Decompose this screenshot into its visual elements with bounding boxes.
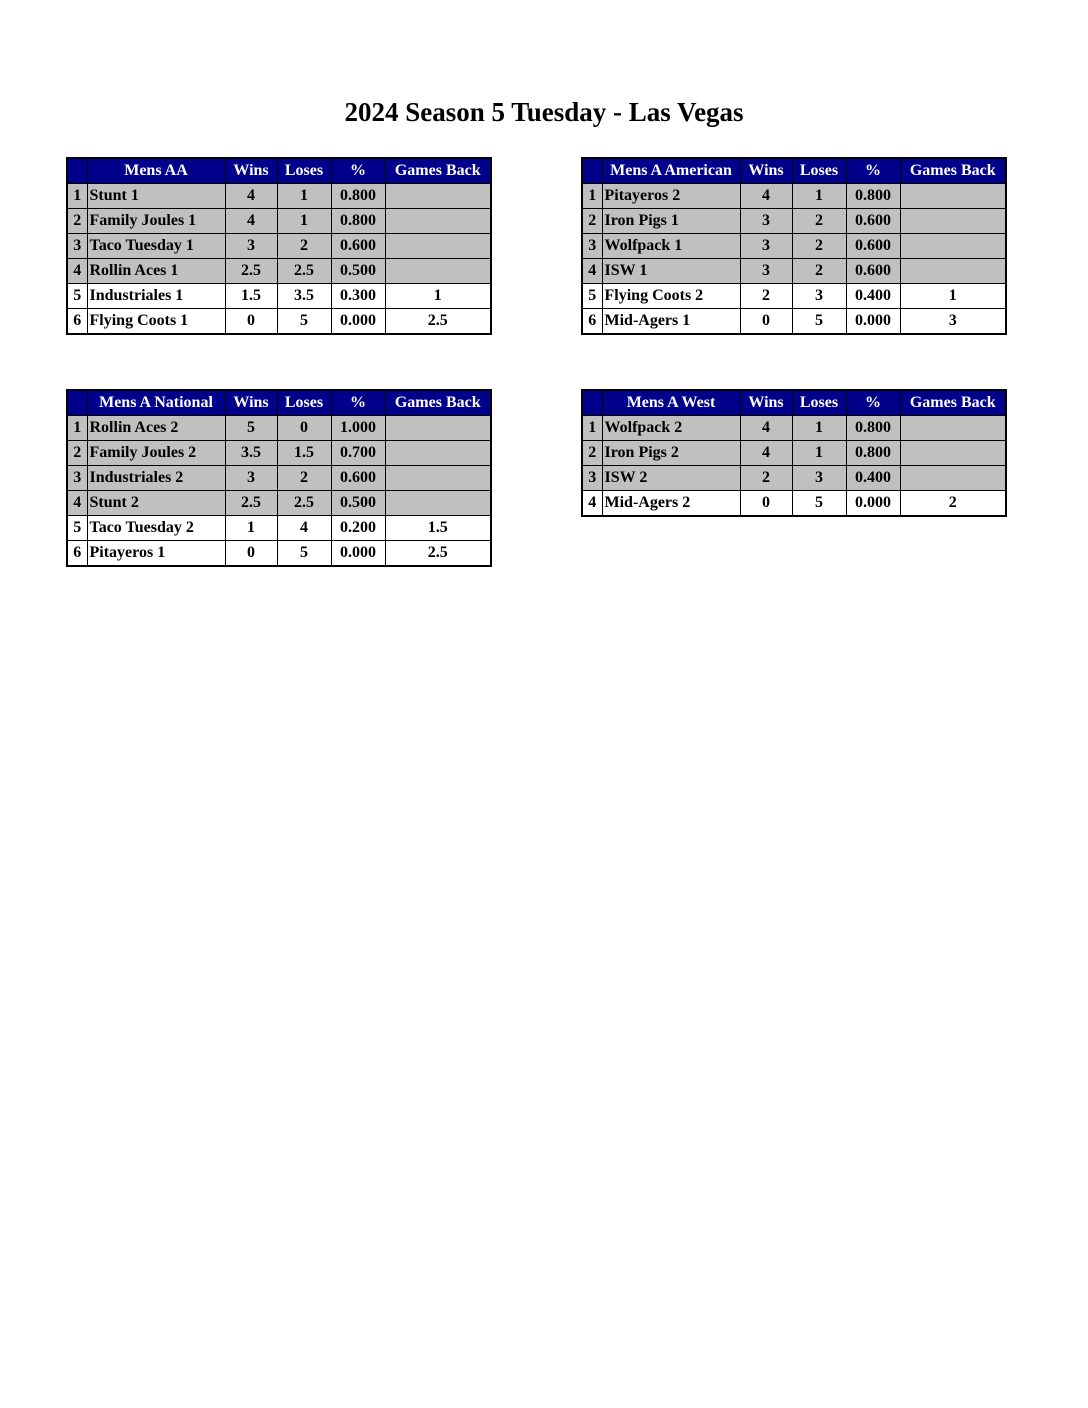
- wins-cell: 3: [740, 234, 792, 259]
- table-row: [582, 466, 1006, 491]
- division-name: Mens A West: [602, 390, 740, 416]
- games-back-header: Games Back: [900, 390, 1006, 416]
- rank-cell: 3: [67, 234, 87, 259]
- wins-cell: 2: [740, 284, 792, 309]
- table-row: [582, 416, 1006, 441]
- table-row: [582, 491, 1006, 517]
- division-name: Mens A National: [87, 390, 225, 416]
- table-row: [582, 259, 1006, 284]
- team-name-cell: ISW 2: [602, 466, 740, 491]
- wins-cell: 2.5: [225, 259, 277, 284]
- table-row: [582, 209, 1006, 234]
- rank-cell: 1: [582, 416, 602, 441]
- pct-header: %: [846, 158, 900, 184]
- wins-cell: 3: [740, 259, 792, 284]
- pct-cell: 0.600: [846, 259, 900, 284]
- table-row: [67, 284, 491, 309]
- pct-header: %: [331, 390, 385, 416]
- pct-cell: 0.000: [846, 491, 900, 517]
- division-name: Mens AA: [87, 158, 225, 184]
- pct-cell: 0.000: [846, 309, 900, 335]
- pct-cell: 0.700: [331, 441, 385, 466]
- standings-table-mens-aa: [66, 157, 492, 335]
- team-name-cell: Flying Coots 2: [602, 284, 740, 309]
- pct-cell: 0.600: [846, 234, 900, 259]
- wins-cell: 0: [740, 491, 792, 517]
- rank-cell: 2: [67, 441, 87, 466]
- games-back-header: Games Back: [385, 390, 491, 416]
- header-row: [582, 158, 1006, 184]
- loses-cell: 0: [277, 416, 331, 441]
- wins-cell: 4: [740, 184, 792, 209]
- table-row: [582, 234, 1006, 259]
- header-row: [67, 390, 491, 416]
- pct-cell: 0.800: [331, 209, 385, 234]
- loses-cell: 1: [277, 209, 331, 234]
- pct-cell: 0.000: [331, 309, 385, 335]
- rank-cell: 5: [67, 516, 87, 541]
- pct-cell: 0.600: [846, 209, 900, 234]
- wins-cell: 3.5: [225, 441, 277, 466]
- team-name-cell: Flying Coots 1: [87, 309, 225, 335]
- team-name-cell: Rollin Aces 1: [87, 259, 225, 284]
- wins-cell: 3: [225, 466, 277, 491]
- table-row: [582, 309, 1006, 335]
- team-name-cell: Industriales 2: [87, 466, 225, 491]
- table-row: [67, 309, 491, 335]
- wins-cell: 4: [740, 441, 792, 466]
- wins-header: Wins: [740, 390, 792, 416]
- table-row: [67, 441, 491, 466]
- team-name-cell: Iron Pigs 1: [602, 209, 740, 234]
- wins-cell: 5: [225, 416, 277, 441]
- games-back-cell: [900, 209, 1006, 234]
- pct-cell: 0.600: [331, 466, 385, 491]
- wins-cell: 2.5: [225, 491, 277, 516]
- table-row: [67, 184, 491, 209]
- table-row: [67, 466, 491, 491]
- games-back-cell: 1.5: [385, 516, 491, 541]
- loses-header: Loses: [277, 390, 331, 416]
- loses-cell: 2: [792, 209, 846, 234]
- table-row: [67, 516, 491, 541]
- games-back-cell: 2.5: [385, 309, 491, 335]
- loses-cell: 2: [792, 259, 846, 284]
- games-back-cell: 3: [900, 309, 1006, 335]
- rank-cell: 4: [582, 491, 602, 517]
- loses-cell: 1.5: [277, 441, 331, 466]
- loses-cell: 1: [792, 416, 846, 441]
- games-back-cell: 1: [900, 284, 1006, 309]
- loses-cell: 2.5: [277, 491, 331, 516]
- games-back-cell: [385, 441, 491, 466]
- pct-cell: 0.400: [846, 284, 900, 309]
- games-back-cell: [385, 234, 491, 259]
- loses-cell: 5: [792, 491, 846, 517]
- wins-cell: 1: [225, 516, 277, 541]
- pct-cell: 0.800: [846, 184, 900, 209]
- loses-cell: 3: [792, 284, 846, 309]
- pct-cell: 0.400: [846, 466, 900, 491]
- pct-cell: 0.300: [331, 284, 385, 309]
- header-row: [67, 158, 491, 184]
- table-row: [67, 541, 491, 567]
- rank-cell: 6: [67, 309, 87, 335]
- standings-table-mens-a-american: [581, 157, 1007, 335]
- pct-cell: 0.800: [331, 184, 385, 209]
- rank-header: [582, 390, 602, 416]
- games-back-cell: [900, 466, 1006, 491]
- rank-cell: 1: [67, 184, 87, 209]
- rank-cell: 4: [582, 259, 602, 284]
- standings-table-mens-a-national: [66, 389, 492, 567]
- pct-cell: 0.000: [331, 541, 385, 567]
- wins-cell: 2: [740, 466, 792, 491]
- table-row: [582, 284, 1006, 309]
- pct-cell: 0.500: [331, 491, 385, 516]
- team-name-cell: Family Joules 2: [87, 441, 225, 466]
- wins-cell: 4: [740, 416, 792, 441]
- wins-header: Wins: [740, 158, 792, 184]
- standings-table-mens-a-west: [581, 389, 1007, 517]
- wins-cell: 3: [740, 209, 792, 234]
- games-back-cell: 2.5: [385, 541, 491, 567]
- team-name-cell: Family Joules 1: [87, 209, 225, 234]
- pct-cell: 0.200: [331, 516, 385, 541]
- games-back-cell: [385, 259, 491, 284]
- loses-cell: 1: [277, 184, 331, 209]
- loses-header: Loses: [792, 390, 846, 416]
- table-row: [67, 259, 491, 284]
- games-back-cell: [900, 184, 1006, 209]
- wins-cell: 0: [225, 309, 277, 335]
- loses-cell: 2: [277, 466, 331, 491]
- games-back-cell: 1: [385, 284, 491, 309]
- table-row: [582, 441, 1006, 466]
- loses-cell: 2.5: [277, 259, 331, 284]
- rank-cell: 5: [582, 284, 602, 309]
- loses-header: Loses: [277, 158, 331, 184]
- rank-cell: 3: [582, 466, 602, 491]
- division-name: Mens A American: [602, 158, 740, 184]
- games-back-cell: [385, 491, 491, 516]
- games-back-cell: [385, 184, 491, 209]
- table-row: [67, 234, 491, 259]
- pct-cell: 0.800: [846, 441, 900, 466]
- team-name-cell: Taco Tuesday 2: [87, 516, 225, 541]
- games-back-cell: 2: [900, 491, 1006, 517]
- rank-cell: 2: [582, 441, 602, 466]
- team-name-cell: Iron Pigs 2: [602, 441, 740, 466]
- team-name-cell: Mid-Agers 2: [602, 491, 740, 517]
- table-row: [582, 184, 1006, 209]
- loses-cell: 3.5: [277, 284, 331, 309]
- loses-header: Loses: [792, 158, 846, 184]
- rank-cell: 6: [582, 309, 602, 335]
- rank-cell: 2: [67, 209, 87, 234]
- rank-cell: 1: [582, 184, 602, 209]
- games-back-cell: [900, 441, 1006, 466]
- team-name-cell: Stunt 1: [87, 184, 225, 209]
- wins-header: Wins: [225, 158, 277, 184]
- wins-cell: 3: [225, 234, 277, 259]
- table-row: [67, 416, 491, 441]
- rank-cell: 1: [67, 416, 87, 441]
- team-name-cell: Rollin Aces 2: [87, 416, 225, 441]
- pct-cell: 0.600: [331, 234, 385, 259]
- rank-cell: 4: [67, 491, 87, 516]
- rank-header: [67, 390, 87, 416]
- team-name-cell: Pitayeros 2: [602, 184, 740, 209]
- rank-cell: 2: [582, 209, 602, 234]
- games-back-cell: [385, 209, 491, 234]
- loses-cell: 3: [792, 466, 846, 491]
- rank-cell: 3: [67, 466, 87, 491]
- loses-cell: 1: [792, 184, 846, 209]
- wins-cell: 0: [225, 541, 277, 567]
- page-title: 2024 Season 5 Tuesday - Las Vegas: [344, 97, 744, 127]
- header-row: [582, 390, 1006, 416]
- games-back-cell: [385, 466, 491, 491]
- team-name-cell: ISW 1: [602, 259, 740, 284]
- pct-header: %: [846, 390, 900, 416]
- pct-cell: 0.500: [331, 259, 385, 284]
- table-row: [67, 209, 491, 234]
- wins-cell: 4: [225, 184, 277, 209]
- loses-cell: 2: [792, 234, 846, 259]
- wins-header: Wins: [225, 390, 277, 416]
- rank-header: [67, 158, 87, 184]
- games-back-cell: [900, 416, 1006, 441]
- pct-header: %: [331, 158, 385, 184]
- team-name-cell: Stunt 2: [87, 491, 225, 516]
- games-back-header: Games Back: [900, 158, 1006, 184]
- team-name-cell: Taco Tuesday 1: [87, 234, 225, 259]
- rank-cell: 5: [67, 284, 87, 309]
- games-back-cell: [385, 416, 491, 441]
- loses-cell: 4: [277, 516, 331, 541]
- team-name-cell: Industriales 1: [87, 284, 225, 309]
- team-name-cell: Pitayeros 1: [87, 541, 225, 567]
- team-name-cell: Wolfpack 2: [602, 416, 740, 441]
- loses-cell: 1: [792, 441, 846, 466]
- loses-cell: 2: [277, 234, 331, 259]
- loses-cell: 5: [277, 309, 331, 335]
- table-row: [67, 491, 491, 516]
- games-back-cell: [900, 234, 1006, 259]
- rank-cell: 6: [67, 541, 87, 567]
- loses-cell: 5: [792, 309, 846, 335]
- loses-cell: 5: [277, 541, 331, 567]
- team-name-cell: Wolfpack 1: [602, 234, 740, 259]
- rank-header: [582, 158, 602, 184]
- rank-cell: 4: [67, 259, 87, 284]
- pct-cell: 1.000: [331, 416, 385, 441]
- pct-cell: 0.800: [846, 416, 900, 441]
- wins-cell: 0: [740, 309, 792, 335]
- wins-cell: 4: [225, 209, 277, 234]
- team-name-cell: Mid-Agers 1: [602, 309, 740, 335]
- wins-cell: 1.5: [225, 284, 277, 309]
- games-back-header: Games Back: [385, 158, 491, 184]
- games-back-cell: [900, 259, 1006, 284]
- rank-cell: 3: [582, 234, 602, 259]
